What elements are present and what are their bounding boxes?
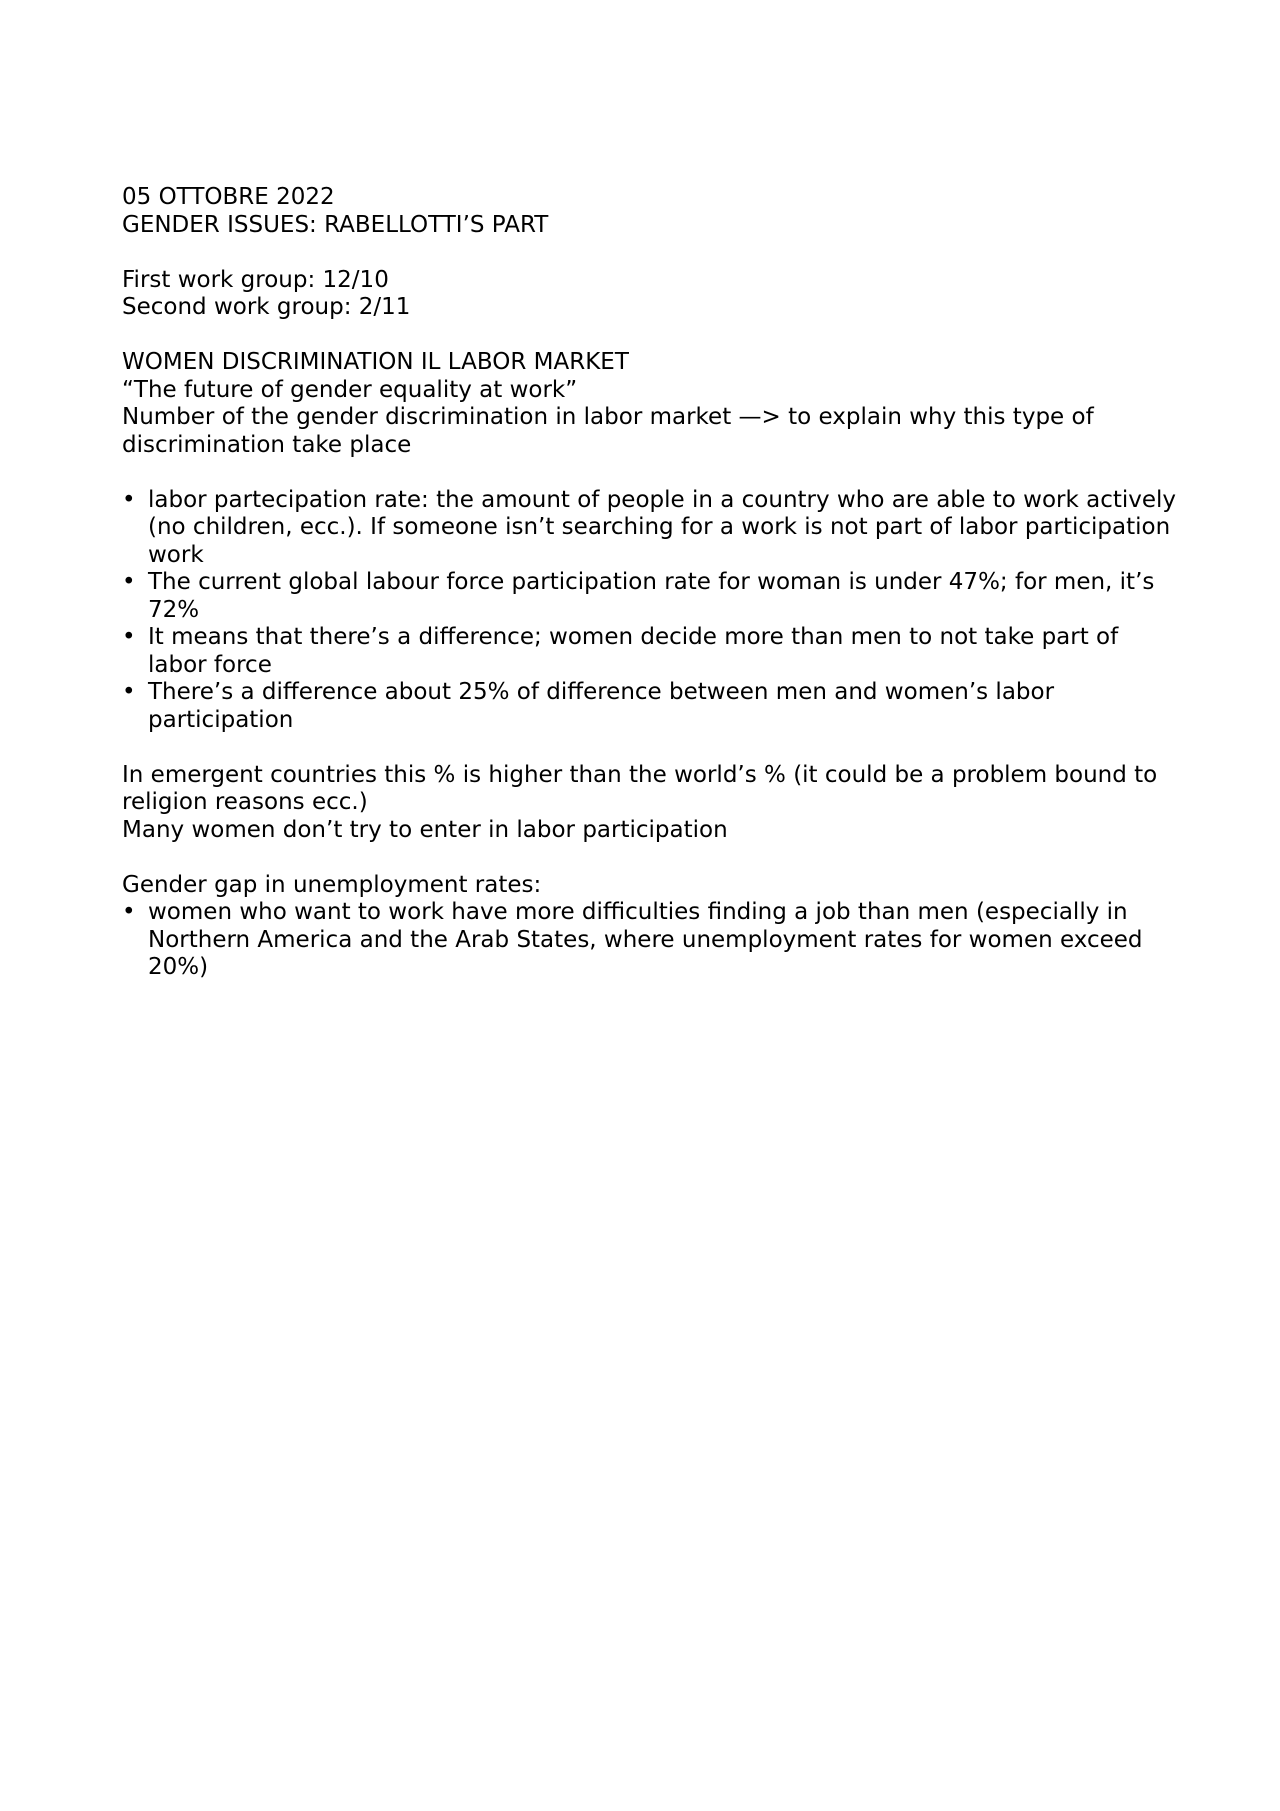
list-item-text: labor partecipation rate: the amount of people in a country who are able to work actively (no children, ecc.). If someone isn’t searching for a work is not part of labor participation work <box>148 486 1177 568</box>
bullet-icon: • <box>122 899 136 925</box>
spacer <box>122 459 1182 487</box>
document-title: GENDER ISSUES: RABELLOTTI’S PART <box>122 211 549 238</box>
spacer <box>122 322 1182 350</box>
document-date: 05 OTTOBRE 2022 <box>122 184 335 210</box>
list-item-text: There’s a difference about 25% of difference between men and women’s labor participation <box>148 679 1055 733</box>
list-item <box>122 679 1182 734</box>
list-item-text: women who want to work have more difficulties finding a job than men (especially in Northern America and the Arab States, where unemployment rates for women exceed 20%) <box>148 899 1143 980</box>
spacer <box>122 844 1182 872</box>
emergent-countries-paragraph: In emergent countries this % is higher than the world’s % (it could be a problem bound to religion reasons ecc.) <box>122 761 1165 815</box>
bullet-icon: • <box>122 569 136 595</box>
bullet-icon: • <box>122 486 136 513</box>
list-item <box>122 487 1182 570</box>
unemployment-bullet-list <box>122 899 1182 982</box>
section-quote: “The future of gender equality at work” <box>122 376 578 403</box>
spacer <box>122 239 1182 267</box>
second-work-group: Second work group: 2/11 <box>122 294 411 320</box>
list-item <box>122 624 1182 679</box>
list-item <box>122 899 1182 982</box>
first-work-group: First work group: 12/10 <box>122 266 389 293</box>
participation-bullet-list <box>122 487 1182 735</box>
bullet-icon: • <box>122 679 136 705</box>
section-intro: Number of the gender discrimination in labor market —> to explain why this type of discrimination take place <box>122 404 1101 458</box>
document-body <box>122 184 1182 982</box>
unemployment-heading: Gender gap in unemployment rates: <box>122 871 542 898</box>
list-item-text: It means that there’s a difference; women decide more than men to not take part of labor force <box>148 624 1119 678</box>
section-heading: WOMEN DISCRIMINATION IL LABOR MARKET <box>122 349 629 375</box>
spacer <box>122 734 1182 762</box>
list-item-text: The current global labour force participation rate for woman is under 47%; for men, it’s 72% <box>148 569 1155 623</box>
bullet-icon: • <box>122 624 136 650</box>
women-participation-paragraph: Many women don’t try to enter in labor participation <box>122 816 728 843</box>
list-item <box>122 569 1182 624</box>
